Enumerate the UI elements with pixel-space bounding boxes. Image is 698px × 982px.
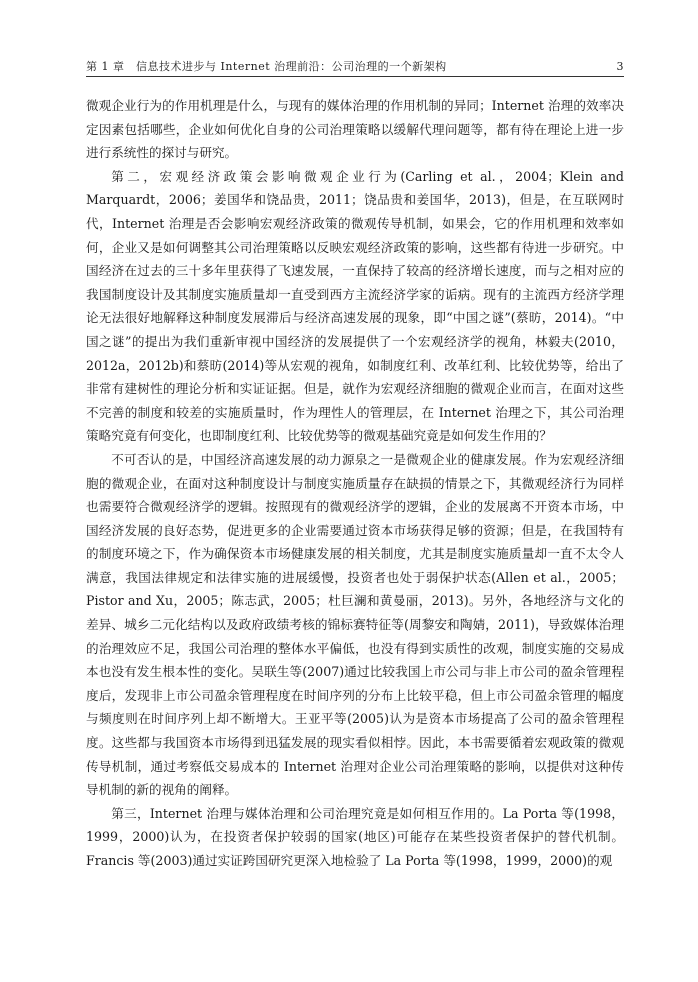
header-rule [86, 76, 624, 77]
chapter-title: 第 1 章 信息技术进步与 Internet 治理前沿：公司治理的一个新架构 [86, 60, 447, 73]
paragraph-second-point: 第二，宏观经济政策会影响微观企业行为(Carling et al.，2004；Klein and Marquardt，2006；姜国华和饶品贵，2011；饶品贵和姜国华，2013)，但是，在互联网时代，Internet 治理是否会影响宏观经济政策的微观传导机制，如果会，它的作用机理和效率如何，企业又是如何调整其公司治理策略以反映宏观经济政策的影响，这些都有待进一步研究。中国经济在过去的三十多年里获得了飞速发展，一直保持了较高的经济增长速度，而与之相对应的我国制度设计及其制度实施质量却一直受到西方主流经济学家的诟病。现有的主流西方经济学理论无法很好地解释这种制度发展滞后与经济高速发展的现象，即“中国之谜”(蔡昉，2014)。“中国之谜”的提出为我们重新审视中国经济的发展提供了一个宏观经济学的视角，林毅夫(2010，2012a，2012b)和蔡昉(2014)等从宏观的视角，如制度红利、改革红利、比较优势等，给出了非常有建树性的理论分析和实证证据。但是，就作为宏观经济细胞的微观企业而言，在面对这些不完善的制度和较差的实施质量时，作为理性人的管理层，在 Internet 治理之下，其公司治理策略究竟有何变化，也即制度红利、比较优势等的微观基础究竟是如何发生作用的？ [86, 168, 624, 444]
paragraph-third-point: 第三，Internet 治理与媒体治理和公司治理究竟是如何相互作用的。La Porta 等(1998，1999，2000)认为，在投资者保护较弱的国家(地区)可能存在某些投资者保护的替代机制。Francis 等(2003)通过实证跨国研究更深入地检验了 La Porta 等(1998，1999，2000)的观 [86, 805, 624, 868]
paragraph-undeniable: 不可否认的是，中国经济高速发展的动力源泉之一是微观企业的健康发展。作为宏观经济细胞的微观企业，在面对这种制度设计与制度实施质量存在缺损的情景之下，其微观经济行为同样也需要符合微观经济学的逻辑。按照现有的微观经济学的逻辑，企业的发展离不开资本市场，中国经济发展的良好态势，促进更多的企业需要通过资本市场获得足够的资源；但是，在我国特有的制度环境之下，作为确保资本市场健康发展的相关制度，尤其是制度实施质量却一直不太令人满意，我国法律规定和法律实施的进展缓慢，投资者也处于弱保护状态(Allen et al.，2005；Pistor and Xu，2005；陈志武，2005；杜巨澜和黄曼丽，2013)。另外，各地经济与文化的差异、城乡二元化结构以及政府政绩考核的锦标赛特征等(周黎安和陶婧，2011)，导致媒体治理的治理效应不足，我国公司治理的整体水平偏低，也没有得到实质性的改观，制度实施的交易成本也没有发生根本性的变化。吴联生等(2007)通过比较我国上市公司与非上市公司的盈余管理程度后，发现非上市公司盈余管理程度在时间序列的分布上比较平稳，但上市公司盈余管理的幅度与频度则在时间序列上却不断增大。王亚平等(2005)认为是资本市场提高了公司的盈余管理程度。这些都与我国资本市场得到迅猛发展的现实看似相悖。因此，本书需要循着宏观政策的微观传导机制，通过考察低交易成本的 Internet 治理对企业公司治理策略的影响，以提供对这种传导机制的新的视角的阐释。 [86, 451, 624, 798]
main-text [86, 94, 624, 873]
page-number: 3 [616, 59, 624, 73]
running-header [86, 56, 624, 76]
paragraph-continuation: 微观企业行为的作用机理是什么，与现有的媒体治理的作用机制的异同；Internet 治理的效率决定因素包括哪些，企业如何优化自身的公司治理策略以缓解代理问题等，都有待在理论上进一步进行系统性的探讨与研究。 [86, 98, 624, 161]
